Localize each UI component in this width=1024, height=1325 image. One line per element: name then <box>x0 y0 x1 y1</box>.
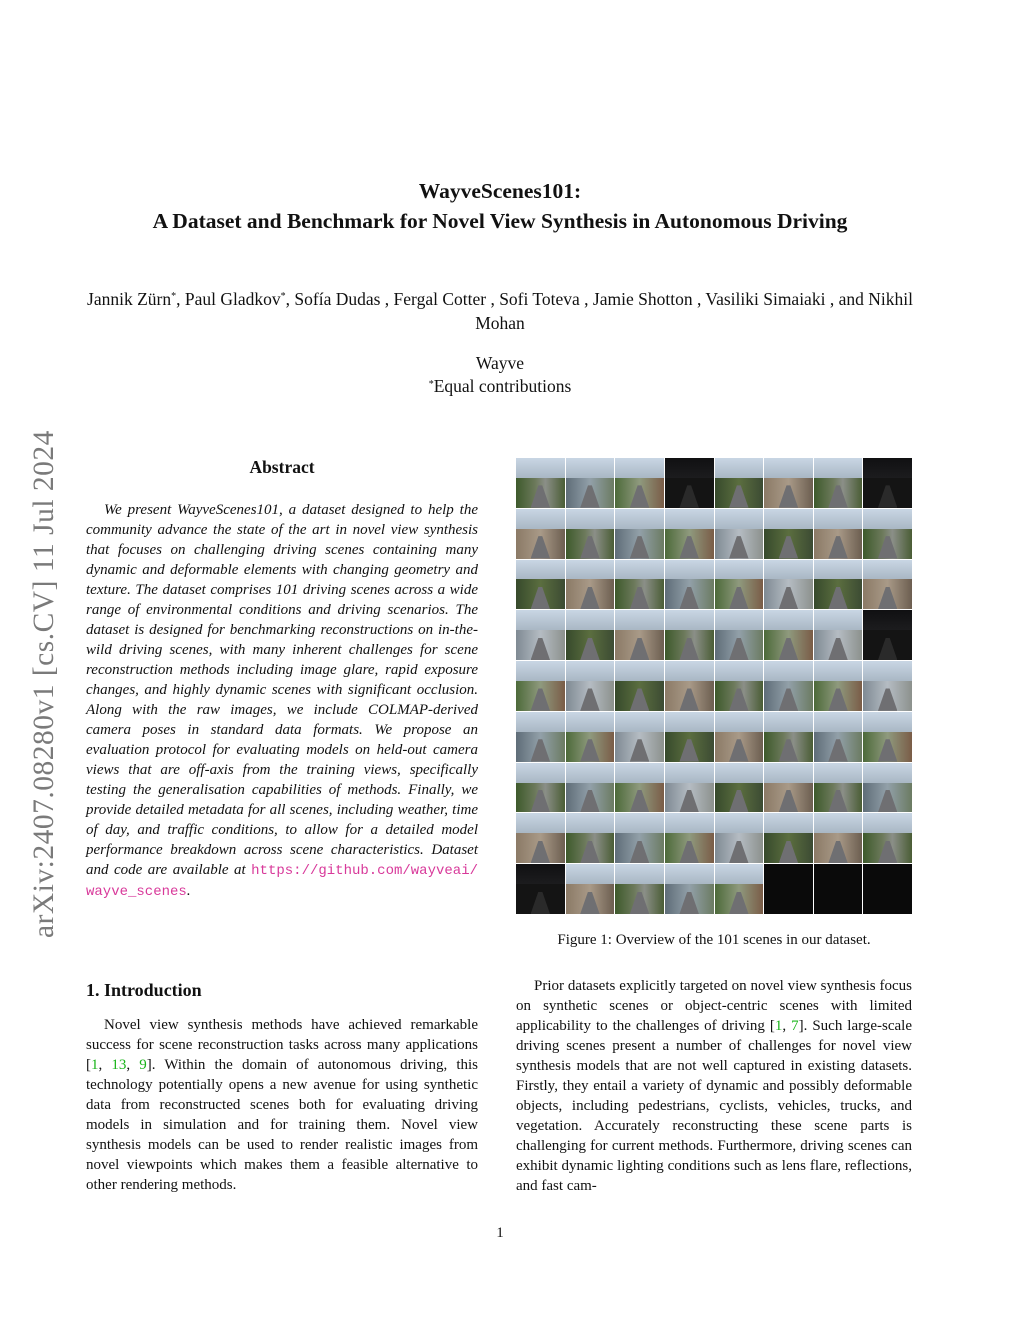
scene-thumbnail <box>764 610 813 660</box>
scene-thumbnail <box>764 509 813 559</box>
scene-thumbnail <box>516 712 565 762</box>
scene-thumbnail <box>516 763 565 813</box>
citation-link[interactable]: 7 <box>791 1018 799 1034</box>
abstract-end: . <box>186 883 191 899</box>
scene-thumbnail <box>665 509 714 559</box>
equal-contrib-mark-1: * <box>171 291 177 302</box>
scene-thumbnail <box>516 864 565 914</box>
github-link[interactable]: https://github.com/wayveai/ wayve_scenes <box>86 863 478 900</box>
title-line-2: A Dataset and Benchmark for Novel View Synthesis in Autonomous Driving <box>152 209 848 233</box>
citation-link[interactable]: 9 <box>139 1057 147 1073</box>
scene-thumbnail <box>615 712 664 762</box>
scene-thumbnail <box>814 864 863 914</box>
author-2: , Paul Gladkov <box>176 289 281 309</box>
scene-thumbnail <box>715 763 764 813</box>
citation-sep: , <box>126 1057 140 1073</box>
affiliation <box>0 352 1000 398</box>
section-heading-introduction: 1. Introduction <box>86 980 202 1000</box>
scene-thumbnail <box>715 864 764 914</box>
title-line-1: WayveScenes101: <box>418 179 582 203</box>
scene-thumbnail <box>566 813 615 863</box>
scene-thumbnail <box>665 610 714 660</box>
scene-thumbnail <box>566 509 615 559</box>
scene-thumbnail <box>863 813 912 863</box>
scene-thumbnail <box>715 560 764 610</box>
scene-thumbnail <box>863 509 912 559</box>
affiliation-org: Wayve <box>475 353 525 373</box>
scene-thumbnail <box>566 560 615 610</box>
abstract-text: We present WayveScenes101, a dataset designed to help the community advance the state of the art in novel view synthesis that focuses on challenging driving scenes containing many dynamic and deformable elements with changing geometry and texture. The dataset comprises 101 driving scenes across a wide range of environmental conditions and driving scenarios. The dataset is designed for benchmarking reconstructions on in-the-wild driving scenes, with many inherent challenges for scene reconstruction methods including image glare, rapid exposure changes, and highly dynamic scenes with significant occlusion. Along with the raw images, we include COLMAP-derived camera poses in standard data formats. We propose an evaluation protocol for evaluating models on held-out camera views that are off-axis from the training views, specifically testing the generalisation capabilities of methods. Finally, we provide detailed metadata for all scenes, including weather, time of day, and traffic conditions, to allow for a detailed model performance breakdown across scene characteristics. Dataset and code are available at <box>86 502 478 878</box>
scene-thumbnail <box>665 813 714 863</box>
scene-thumbnail <box>764 458 813 508</box>
scene-thumbnail <box>715 661 764 711</box>
scene-thumbnail <box>615 560 664 610</box>
scene-thumbnail-grid <box>516 458 912 914</box>
author-rest: , Sofía Dudas , Fergal Cotter , Sofi Toteva , Jamie Shotton , Vasiliki Simaiaki , and Nikhil Mohan <box>285 289 913 333</box>
scene-thumbnail <box>814 509 863 559</box>
scene-thumbnail <box>615 509 664 559</box>
equal-contrib-text: Equal contributions <box>433 376 572 396</box>
page-number: 1 <box>496 1225 504 1241</box>
citation-sep: , <box>782 1018 792 1034</box>
abstract-heading: Abstract <box>249 457 315 477</box>
scene-thumbnail <box>566 763 615 813</box>
scene-thumbnail <box>566 661 615 711</box>
author-list <box>80 287 920 335</box>
scene-thumbnail <box>863 560 912 610</box>
scene-thumbnail <box>814 712 863 762</box>
scene-thumbnail <box>764 763 813 813</box>
intro-text-a: Novel view synthesis methods have achieved remarkable success for scene reconstruction tasks across many applications [ <box>86 1017 478 1073</box>
scene-thumbnail <box>516 661 565 711</box>
scene-thumbnail <box>615 610 664 660</box>
scene-thumbnail <box>863 864 912 914</box>
scene-thumbnail <box>863 661 912 711</box>
scene-thumbnail <box>516 458 565 508</box>
scene-thumbnail <box>615 763 664 813</box>
scene-thumbnail <box>764 661 813 711</box>
intro-paragraph-1 <box>86 1015 478 1195</box>
scene-thumbnail <box>715 610 764 660</box>
equal-contrib-note <box>0 375 1000 398</box>
scene-thumbnail <box>516 509 565 559</box>
scene-thumbnail <box>715 458 764 508</box>
scene-thumbnail <box>516 610 565 660</box>
scene-thumbnail <box>566 712 615 762</box>
scene-thumbnail <box>665 661 714 711</box>
scene-thumbnail <box>814 763 863 813</box>
scene-thumbnail <box>814 560 863 610</box>
scene-thumbnail <box>566 458 615 508</box>
scene-thumbnail <box>764 813 813 863</box>
citation-link[interactable]: 13 <box>111 1057 127 1073</box>
citation-link[interactable]: 1 <box>774 1018 783 1034</box>
scene-thumbnail <box>814 458 863 508</box>
scene-thumbnail <box>516 813 565 863</box>
scene-thumbnail <box>814 813 863 863</box>
scene-thumbnail <box>665 864 714 914</box>
scene-thumbnail <box>863 712 912 762</box>
scene-thumbnail <box>615 864 664 914</box>
scene-thumbnail <box>715 813 764 863</box>
scene-thumbnail <box>665 560 714 610</box>
right-paragraph-1 <box>516 976 912 1196</box>
scene-thumbnail <box>814 661 863 711</box>
abstract-body <box>86 500 478 902</box>
equal-contrib-mark-2: * <box>280 291 286 302</box>
scene-thumbnail <box>615 813 664 863</box>
scene-thumbnail <box>566 610 615 660</box>
citation-sep: , <box>98 1057 112 1073</box>
scene-thumbnail <box>764 712 813 762</box>
scene-thumbnail <box>764 560 813 610</box>
scene-thumbnail <box>715 712 764 762</box>
equal-contrib-mark: * <box>428 379 434 390</box>
scene-thumbnail <box>764 864 813 914</box>
scene-thumbnail <box>863 763 912 813</box>
figure-caption: Figure 1: Overview of the 101 scenes in our dataset. <box>557 932 871 948</box>
scene-thumbnail <box>665 712 714 762</box>
scene-thumbnail <box>516 560 565 610</box>
scene-thumbnail <box>814 610 863 660</box>
scene-thumbnail <box>566 864 615 914</box>
scene-thumbnail <box>863 610 912 660</box>
arxiv-stamp: arXiv:2407.08280v1 [cs.CV] 11 Jul 2024 <box>28 430 60 938</box>
right-text-a: Prior datasets explicitly targeted on novel view synthesis focus on synthetic scenes or object-centric scenes with limited applicability to the challenges of driving [ <box>516 978 912 1034</box>
author-1: Jannik Zürn <box>87 289 172 309</box>
abstract-paragraph <box>86 500 478 902</box>
intro-text-b: ]. Within the domain of autonomous driving, this technology potentially opens a new avenue for using synthetic data from reconstructed scenes both for evaluating driving models in simulation and for training them. Novel view synthesis models can be used to render realistic images from novel viewpoints which makes them a feasible alternative to other rendering methods. <box>86 1057 479 1193</box>
scene-thumbnail <box>863 458 912 508</box>
scene-thumbnail <box>665 458 714 508</box>
scene-thumbnail <box>665 763 714 813</box>
right-text-b: ]. Such large-scale driving scenes present a number of challenges for novel view synthesis models that are not well captured in existing datasets. Firstly, they entail a variety of dynamic and possibly deformable objects, including pedestrians, cyclists, vehicles, trucks, and vegetation. Accurately reconstructing these scene parts is challenging for current methods. Furthermore, driving scenes can exhibit dynamic lighting conditions such as lens flare, reflections, and fast cam- <box>516 1018 912 1194</box>
paper-title <box>0 176 1000 236</box>
scene-thumbnail <box>615 458 664 508</box>
introduction-body <box>86 1015 478 1195</box>
right-column-body <box>516 976 912 1196</box>
citation-link[interactable]: 1 <box>91 1057 99 1073</box>
scene-thumbnail <box>715 509 764 559</box>
scene-thumbnail <box>615 661 664 711</box>
